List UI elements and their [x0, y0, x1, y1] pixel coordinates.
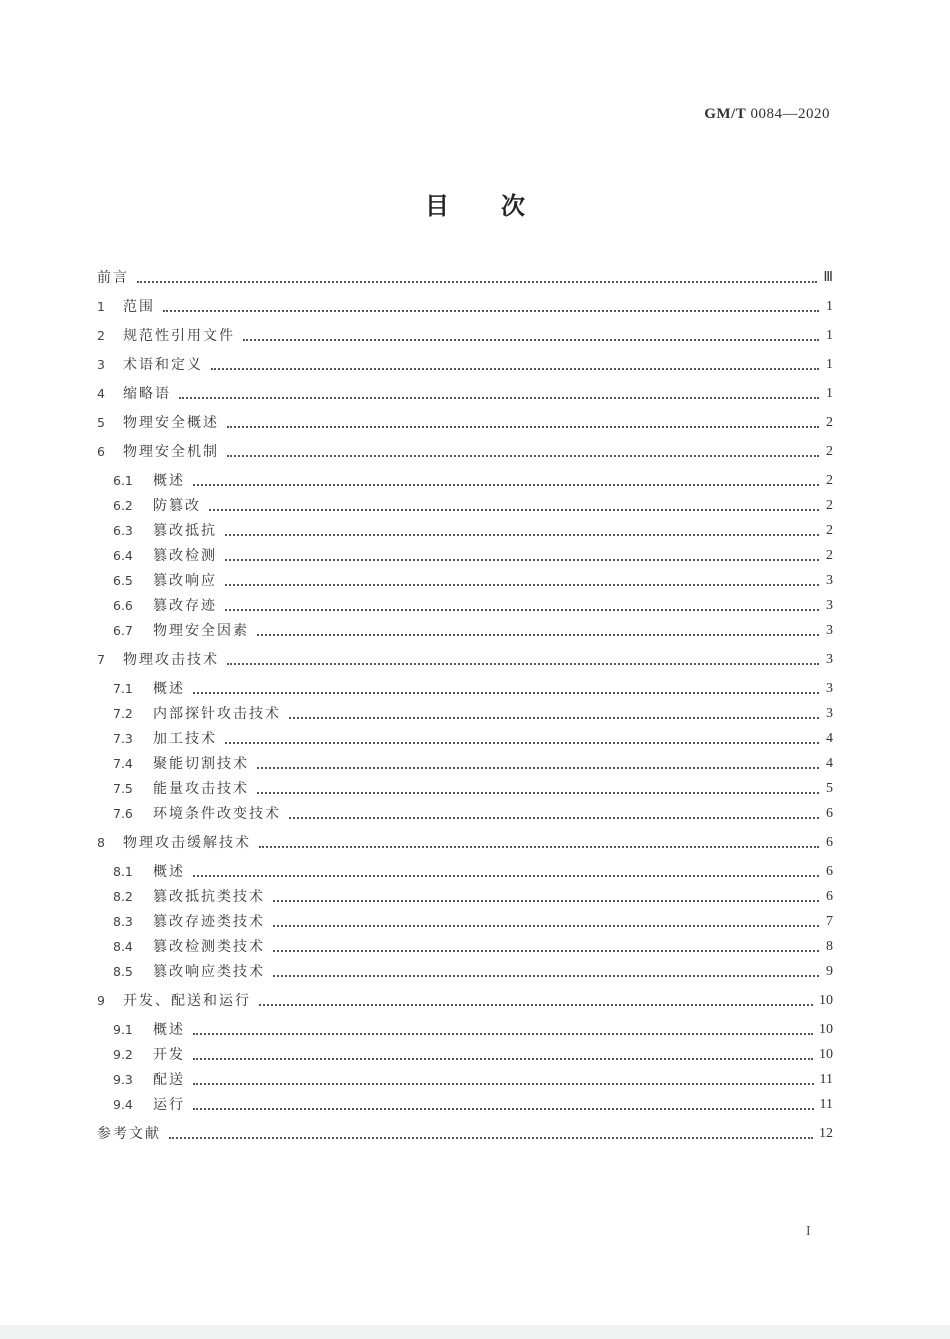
toc-entry[interactable] — [113, 912, 833, 932]
standard-prefix: GM/T — [704, 106, 747, 122]
toc-entry-page: 10 — [819, 1022, 833, 1037]
toc-entry[interactable] — [113, 887, 833, 907]
toc-entry[interactable] — [113, 804, 833, 824]
dot-leader — [225, 534, 819, 536]
toc-entry-label: 物理攻击技术 — [123, 652, 219, 668]
toc-entry-page: 3 — [826, 623, 833, 638]
toc-entry-page: 1 — [826, 299, 833, 314]
toc-entry-label: 篡改存迹 — [153, 598, 217, 614]
dot-leader — [227, 455, 819, 457]
toc-entry[interactable] — [113, 521, 833, 541]
dot-leader — [227, 426, 819, 428]
toc-entry-label: 概述 — [153, 1022, 185, 1038]
toc-entry-page: 3 — [826, 706, 833, 721]
toc-entry-page: 9 — [826, 964, 833, 979]
toc-entry-page: 2 — [826, 444, 833, 459]
toc-entry[interactable] — [97, 384, 833, 404]
toc-entry-number: 6.7 — [113, 623, 133, 638]
toc-entry-number: 7.5 — [113, 781, 133, 796]
toc-entry[interactable] — [97, 297, 833, 317]
toc-entry-label: 术语和定义 — [123, 357, 203, 373]
toc-entry[interactable] — [113, 621, 833, 641]
toc-entry-page: 3 — [826, 598, 833, 613]
toc-entry-number: 7.3 — [113, 731, 133, 746]
toc-entry-label: 前言 — [97, 270, 129, 286]
toc-entry-label: 开发 — [153, 1047, 185, 1063]
toc-entry-page: 1 — [826, 357, 833, 372]
toc-entry-page: 1 — [826, 386, 833, 401]
toc-entry-page: 3 — [826, 681, 833, 696]
toc-entry-label: 加工技术 — [153, 731, 217, 747]
toc-entry-number: 3 — [97, 357, 105, 372]
dot-leader — [225, 584, 819, 586]
toc-entry-page: 6 — [826, 806, 833, 821]
toc-entry-number: 6.1 — [113, 473, 133, 488]
dot-leader — [193, 1083, 814, 1085]
toc-entry-number: 7.2 — [113, 706, 133, 721]
toc-entry-label: 篡改检测类技术 — [153, 939, 265, 955]
toc-entry-number: 9.2 — [113, 1047, 133, 1062]
toc-entry-label: 配送 — [153, 1072, 185, 1088]
dot-leader — [211, 368, 819, 370]
toc-entry-label: 物理安全概述 — [123, 415, 219, 431]
dot-leader — [225, 609, 819, 611]
toc-entry-page: 7 — [826, 914, 833, 929]
toc-entry[interactable] — [113, 862, 833, 882]
dot-leader — [193, 1058, 813, 1060]
dot-leader — [137, 281, 817, 283]
toc-entry-label: 概述 — [153, 473, 185, 489]
toc-entry-label: 环境条件改变技术 — [153, 806, 281, 822]
toc-entry[interactable] — [97, 650, 833, 670]
toc-entry-label: 篡改存迹类技术 — [153, 914, 265, 930]
dot-leader — [193, 1033, 813, 1035]
toc-entry-number: 8 — [97, 835, 105, 850]
toc-entry-number: 7.6 — [113, 806, 133, 821]
toc-entry-label: 范围 — [123, 299, 155, 315]
dot-leader — [257, 767, 819, 769]
toc-entry-number: 6.3 — [113, 523, 133, 538]
toc-entry[interactable] — [113, 1070, 833, 1090]
toc-entry-label: 概述 — [153, 681, 185, 697]
toc-entry[interactable] — [113, 754, 833, 774]
dot-leader — [227, 663, 819, 665]
toc-entry-page: 11 — [819, 1097, 833, 1112]
toc-entry-label: 篡改抵抗 — [153, 523, 217, 539]
toc-entry-number: 7.4 — [113, 756, 133, 771]
toc-entry-number: 9.4 — [113, 1097, 133, 1112]
toc-entry-number: 6.6 — [113, 598, 133, 613]
toc-entry-page: 2 — [826, 473, 833, 488]
toc-entry[interactable] — [113, 704, 833, 724]
toc-entry[interactable] — [113, 471, 833, 491]
dot-leader — [169, 1137, 813, 1139]
dot-leader — [225, 559, 819, 561]
toc-entry[interactable] — [113, 779, 833, 799]
toc-entry-number: 9.1 — [113, 1022, 133, 1037]
toc-entry[interactable] — [113, 546, 833, 566]
toc-entry-page: Ⅲ — [823, 270, 833, 285]
toc-entry-label: 物理攻击缓解技术 — [123, 835, 251, 851]
dot-leader — [193, 692, 819, 694]
toc-entry-page: 4 — [826, 731, 833, 746]
toc-entry-page: 3 — [826, 573, 833, 588]
toc-entry-number: 9 — [97, 993, 105, 1008]
toc-entry-page: 4 — [826, 756, 833, 771]
toc-entry-page: 6 — [826, 864, 833, 879]
dot-leader — [193, 875, 819, 877]
toc-entry-number: 9.3 — [113, 1072, 133, 1087]
dot-leader — [289, 717, 819, 719]
toc-entry-label: 开发、配送和运行 — [123, 993, 251, 1009]
toc-entry-number: 7.1 — [113, 681, 133, 696]
toc-entry-label: 参考文献 — [97, 1126, 161, 1142]
toc-entry-page: 6 — [826, 889, 833, 904]
toc-entry-page: 8 — [826, 939, 833, 954]
toc-entry[interactable] — [113, 596, 833, 616]
toc-entry[interactable] — [97, 442, 833, 462]
toc-entry-number: 6.5 — [113, 573, 133, 588]
dot-leader — [259, 1004, 813, 1006]
toc-entry-page: 2 — [826, 523, 833, 538]
toc-entry-page: 5 — [826, 781, 833, 796]
toc-entry[interactable] — [97, 413, 833, 433]
toc-entry-page: 12 — [819, 1126, 833, 1141]
toc-entry[interactable] — [113, 496, 833, 516]
toc-entry[interactable] — [97, 268, 833, 288]
toc-entry-page: 11 — [819, 1072, 833, 1087]
toc-entry[interactable] — [97, 355, 833, 375]
toc-entry-page: 2 — [826, 415, 833, 430]
toc-entry-number: 1 — [97, 299, 105, 314]
dot-leader — [163, 310, 819, 312]
toc-entry[interactable] — [113, 679, 833, 699]
dot-leader — [243, 339, 819, 341]
dot-leader — [273, 975, 819, 977]
toc-entry-label: 篡改响应 — [153, 573, 217, 589]
toc-entry-label: 规范性引用文件 — [123, 328, 235, 344]
toc-entry-label: 篡改抵抗类技术 — [153, 889, 265, 905]
toc-entry-label: 篡改响应类技术 — [153, 964, 265, 980]
toc-entry-number: 4 — [97, 386, 105, 401]
toc-entry-number: 7 — [97, 652, 105, 667]
dot-leader — [257, 792, 819, 794]
dot-leader — [273, 950, 819, 952]
toc-entry-page: 1 — [826, 328, 833, 343]
dot-leader — [273, 900, 819, 902]
toc-entry-label: 能量攻击技术 — [153, 781, 249, 797]
dot-leader — [179, 397, 819, 399]
page-title: 目次 — [425, 191, 577, 220]
toc-entry[interactable] — [113, 962, 833, 982]
dot-leader — [193, 484, 819, 486]
toc-entry-page: 2 — [826, 548, 833, 563]
toc-entry[interactable] — [113, 1095, 833, 1115]
toc-entry[interactable] — [97, 991, 833, 1011]
toc-entry[interactable] — [97, 1124, 833, 1144]
toc-entry-label: 防篡改 — [153, 498, 201, 514]
toc-entry-label: 概述 — [153, 864, 185, 880]
toc-entry[interactable] — [113, 571, 833, 591]
toc-entry-number: 8.5 — [113, 964, 133, 979]
toc-entry[interactable] — [97, 326, 833, 346]
toc-entry-label: 运行 — [153, 1097, 185, 1113]
dot-leader — [209, 509, 819, 511]
scan-edge — [0, 1325, 950, 1339]
standard-number: 0084—2020 — [750, 106, 830, 122]
toc-entry-number: 2 — [97, 328, 105, 343]
dot-leader — [259, 846, 819, 848]
toc-entry-number: 8.1 — [113, 864, 133, 879]
toc-entry[interactable] — [113, 1020, 833, 1040]
page-number: I — [806, 1224, 811, 1239]
toc-entry-page: 3 — [826, 652, 833, 667]
dot-leader — [193, 1108, 814, 1110]
toc-entry-page: 10 — [819, 1047, 833, 1062]
toc-entry-label: 内部探针攻击技术 — [153, 706, 281, 722]
toc-entry-number: 6 — [97, 444, 105, 459]
toc-entry-number: 6.4 — [113, 548, 133, 563]
toc-entry-number: 8.3 — [113, 914, 133, 929]
toc-entry-number: 5 — [97, 415, 105, 430]
toc-entry[interactable] — [113, 729, 833, 749]
toc-entry[interactable] — [113, 937, 833, 957]
toc-entry-label: 缩略语 — [123, 386, 171, 402]
toc-entry-number: 6.2 — [113, 498, 133, 513]
dot-leader — [273, 925, 819, 927]
toc-entry-page: 2 — [826, 498, 833, 513]
toc-entry-number: 8.2 — [113, 889, 133, 904]
toc-entry-label: 聚能切割技术 — [153, 756, 249, 772]
toc-entry-page: 10 — [819, 993, 833, 1008]
toc-entry-label: 物理安全机制 — [123, 444, 219, 460]
dot-leader — [289, 817, 819, 819]
toc-entry[interactable] — [97, 833, 833, 853]
toc-entry-label: 物理安全因素 — [153, 623, 249, 639]
toc-entry-number: 8.4 — [113, 939, 133, 954]
toc-entry-page: 6 — [826, 835, 833, 850]
toc-entry-label: 篡改检测 — [153, 548, 217, 564]
dot-leader — [225, 742, 819, 744]
dot-leader — [257, 634, 819, 636]
toc-entry[interactable] — [113, 1045, 833, 1065]
